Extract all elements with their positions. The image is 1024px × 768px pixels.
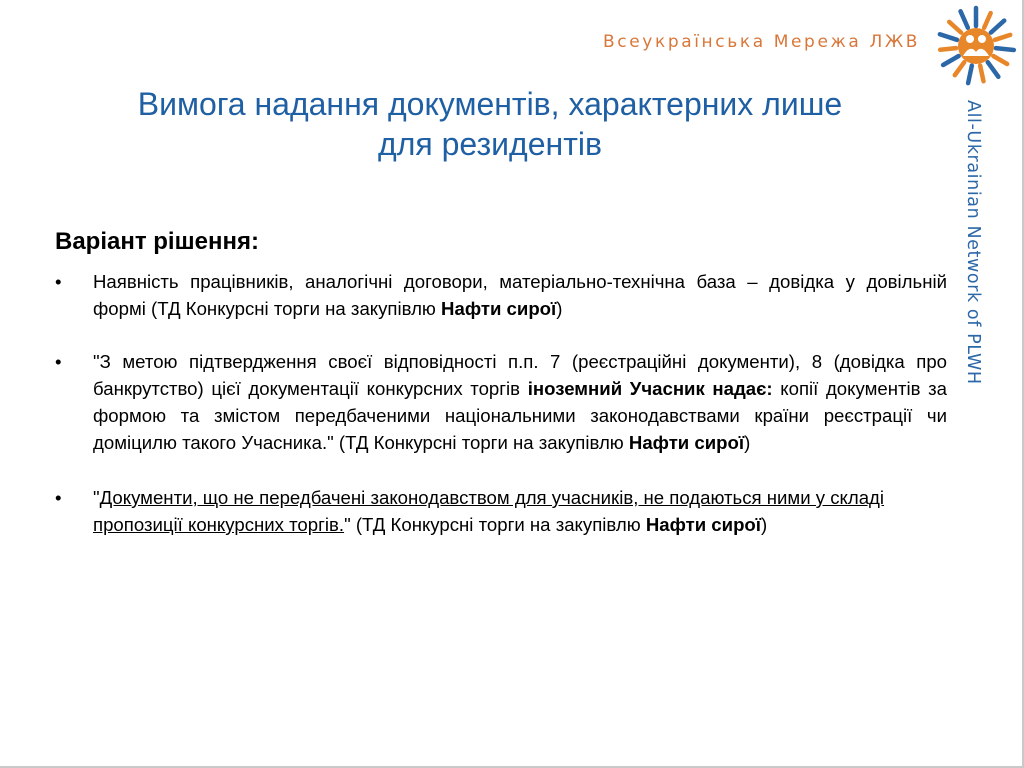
sun-people-logo-icon xyxy=(934,4,1018,88)
solution-subtitle: Варіант рішення: xyxy=(55,228,259,255)
bullet-item-1 xyxy=(55,268,947,322)
bullet-text-1 xyxy=(93,268,947,322)
bullet-1-text: Наявність працівників, аналогічні договори, матеріально-технічна база – довідка у довільній формі (ТД Конкурсні торги на закупівлю xyxy=(93,271,947,319)
spacer xyxy=(55,456,947,484)
title-line-2: для резидентів xyxy=(378,126,602,162)
bullet-3-text: " (ТД Конкурсні торги на закупівлю xyxy=(344,514,646,535)
bullet-text-3 xyxy=(93,484,947,538)
bullet-list xyxy=(55,268,947,538)
bullet-3-tail: ) xyxy=(761,514,768,535)
slide-title xyxy=(40,84,940,164)
bullet-3-bold: Нафти сирої xyxy=(645,514,762,535)
bullet-2-tail: ) xyxy=(744,432,751,453)
bullet-3-open-quote: " xyxy=(93,487,100,508)
bullet-text-2 xyxy=(93,348,947,456)
org-name: Всеукраїнська Мережа ЛЖВ xyxy=(603,32,920,52)
bullet-1-tail: ) xyxy=(556,298,563,319)
bullet-icon: • xyxy=(55,351,62,372)
title-line-1: Вимога надання документів, характерних лише xyxy=(137,86,843,122)
bullet-item-2 xyxy=(55,348,947,456)
side-brand-text: All-Ukrainian Network of PLWH xyxy=(963,100,983,385)
bullet-2-text-a: "З метою підтвердження своєї відповідності п.п. 7 (реєстраційні документи), 8 (довідка про банкрутство) цієї документації конкурсних торгів xyxy=(93,351,947,399)
bullet-2-bold-a: іноземний Учасник надає: xyxy=(527,378,773,399)
bullet-2-bold-b: Нафти сирої xyxy=(628,432,745,453)
bullet-3-underlined: Документи, що не передбачені законодавством для учасників, не подаються ними у складі пропозиції конкурсних торгів. xyxy=(93,487,885,535)
bullet-1-bold: Нафти сирої xyxy=(441,298,557,319)
bullet-item-3 xyxy=(55,484,947,538)
spacer xyxy=(55,322,947,348)
bullet-2-text-b: копії документів за формою та змістом передбаченими національними законодавствами країни реєстрації чи доміцилю такого Учасника." (ТД Конкурсні торги на закупівлю xyxy=(93,378,947,453)
bullet-icon: • xyxy=(55,487,62,508)
bullet-icon: • xyxy=(55,271,62,292)
